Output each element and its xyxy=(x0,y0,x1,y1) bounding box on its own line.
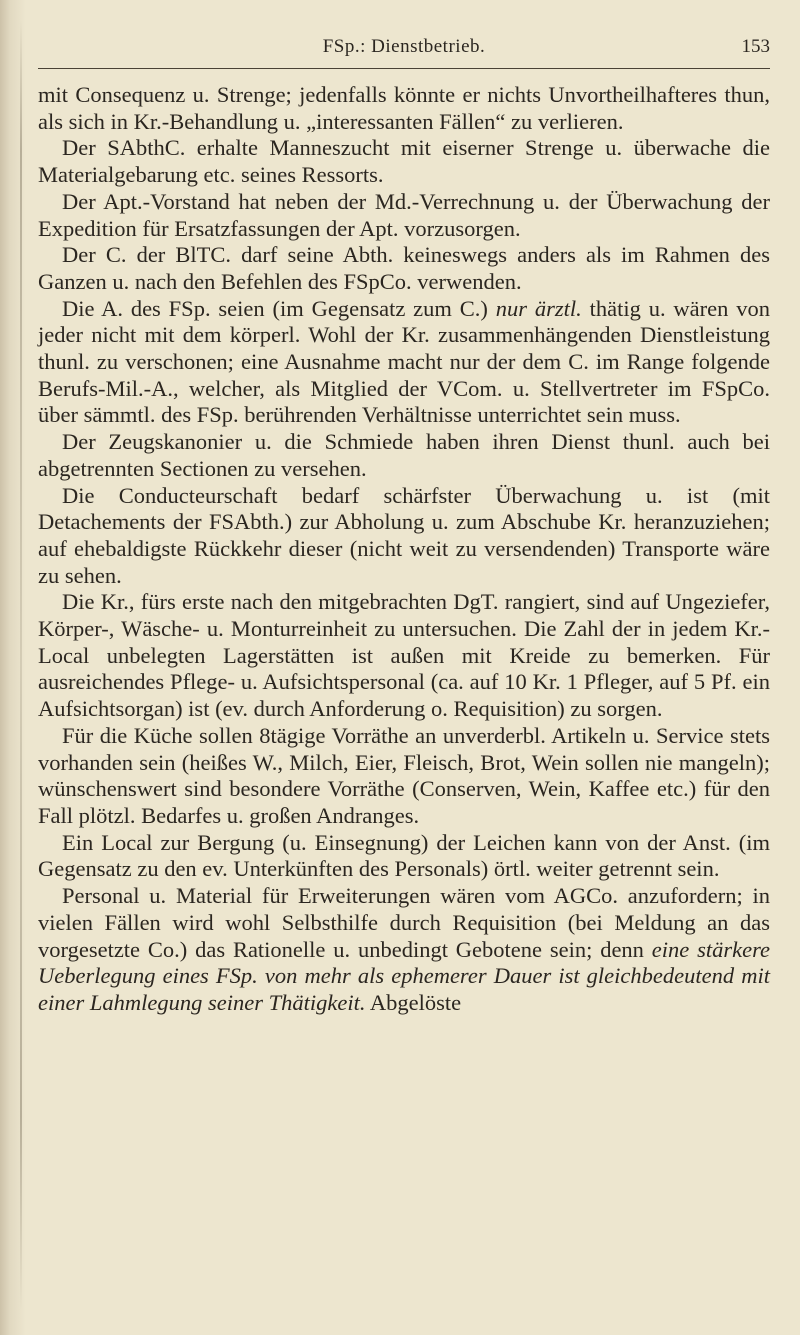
paragraph: Die Conducteurschaft bedarf schärfster Überwachung u. ist (mit Detachements der FSAbth.) zur Abholung u. zum Abschube Kr. heranzuziehen; auf ehebaldigste Rückkehr dieser (nicht weit zu versendenden) Transporte wäre zu sehen. xyxy=(38,482,770,588)
paragraph xyxy=(38,296,770,430)
paragraph: Der C. der BlTC. darf seine Abth. keineswegs anders als im Rahmen des Ganzen u. nach den Befehlen des FSpCo. verwenden. xyxy=(38,242,770,294)
paragraph: Ein Local zur Bergung (u. Einsegnung) der Leichen kann von der Anst. (im Gegensatz zu den ev. Unterkünften des Personals) örtl. weiter getrennt sein. xyxy=(38,829,770,882)
running-head: FSp.: Dienstbetrieb. xyxy=(322,36,486,57)
paragraph: mit Consequenz u. Strenge; jedenfalls könnte er nichts Unvortheilhafteres thun, als sich in Kr.-Behandlung u. „interessanten Fällen“ zu verlieren. xyxy=(38,82,770,134)
paragraph-text: thätig u. wären von jeder nicht mit dem körperl. Wohl der Kr. zusammenhängenden Dienstleistung thunl. zu verschonen; eine Ausnahme macht nur der dem C. im Range folgende Berufs-Mil.-A., welcher, als Mitglied der VCom. u. Stellvertreter im FSpCo. über sämmtl. des FSp. berührenden Verhältnisse unterrichtet sein muss. xyxy=(38,295,770,428)
body-text xyxy=(38,82,770,1017)
paragraph-text: Die A. des FSp. seien (im Gegensatz zum C.) xyxy=(62,295,488,321)
page-number: 153 xyxy=(741,36,770,57)
paragraph: Die Kr., fürs erste nach den mitgebrachten DgT. rangiert, sind auf Ungeziefer, Körper-, Wäsche- u. Monturreinheit zu untersuchen. Die Zahl der in jedem Kr.-Local unbelegten Lagerstätten ist außen mit Kreide zu bemerken. Für ausreichendes Pflege- u. Aufsichtspersonal (ca. auf 10 Kr. 1 Pfleger, auf 5 Pf. ein Aufsichtsorgan) ist (ev. durch Anforderung o. Requisition) zu sorgen. xyxy=(38,589,770,722)
paragraph: Der SAbthC. erhalte Manneszucht mit eiserner Strenge u. überwache die Materialgebarung etc. seines Ressorts. xyxy=(38,135,770,188)
italic-emphasis: eine stärkere Ueberlegung eines FSp. von mehr als ephemerer Dauer ist gleichbedeutend mit einer Lahmlegung seiner Thätigkeit. xyxy=(38,936,770,1015)
paragraph: Der Zeugskanonier u. die Schmiede haben ihren Dienst thunl. auch bei abgetrennten Sectionen zu versehen. xyxy=(38,429,770,481)
italic-emphasis: nur ärztl. xyxy=(495,295,582,321)
paragraph: Für die Küche sollen 8tägige Vorräthe an unverderbl. Artikeln u. Service stets vorhanden sein (heißes W., Milch, Eier, Fleisch, Brot, Wein sollen nie mangeln); wünschenswert sind besondere Vorräthe (Conserven, Wein, Kaffee etc.) für den Fall plötzl. Bedarfes u. großen Andranges. xyxy=(38,722,770,828)
paragraph xyxy=(38,883,770,1017)
paragraph-text: Personal u. Material für Erweiterungen wären vom AGCo. anzufordern; in vielen Fällen wird wohl Selbsthilfe durch Requisition (bei Meldung an das vorgesetzte Co.) das Rationelle u. unbedingt Gebotene sein; denn xyxy=(38,883,770,962)
paragraph-text: Abgelöste xyxy=(369,989,462,1015)
paragraph: Der Apt.-Vorstand hat neben der Md.-Verrechnung u. der Überwachung der Expedition für Ersatzfassungen der Apt. vorzusorgen. xyxy=(38,188,770,241)
page-header xyxy=(38,34,770,69)
page-gutter-shadow xyxy=(20,20,22,1310)
